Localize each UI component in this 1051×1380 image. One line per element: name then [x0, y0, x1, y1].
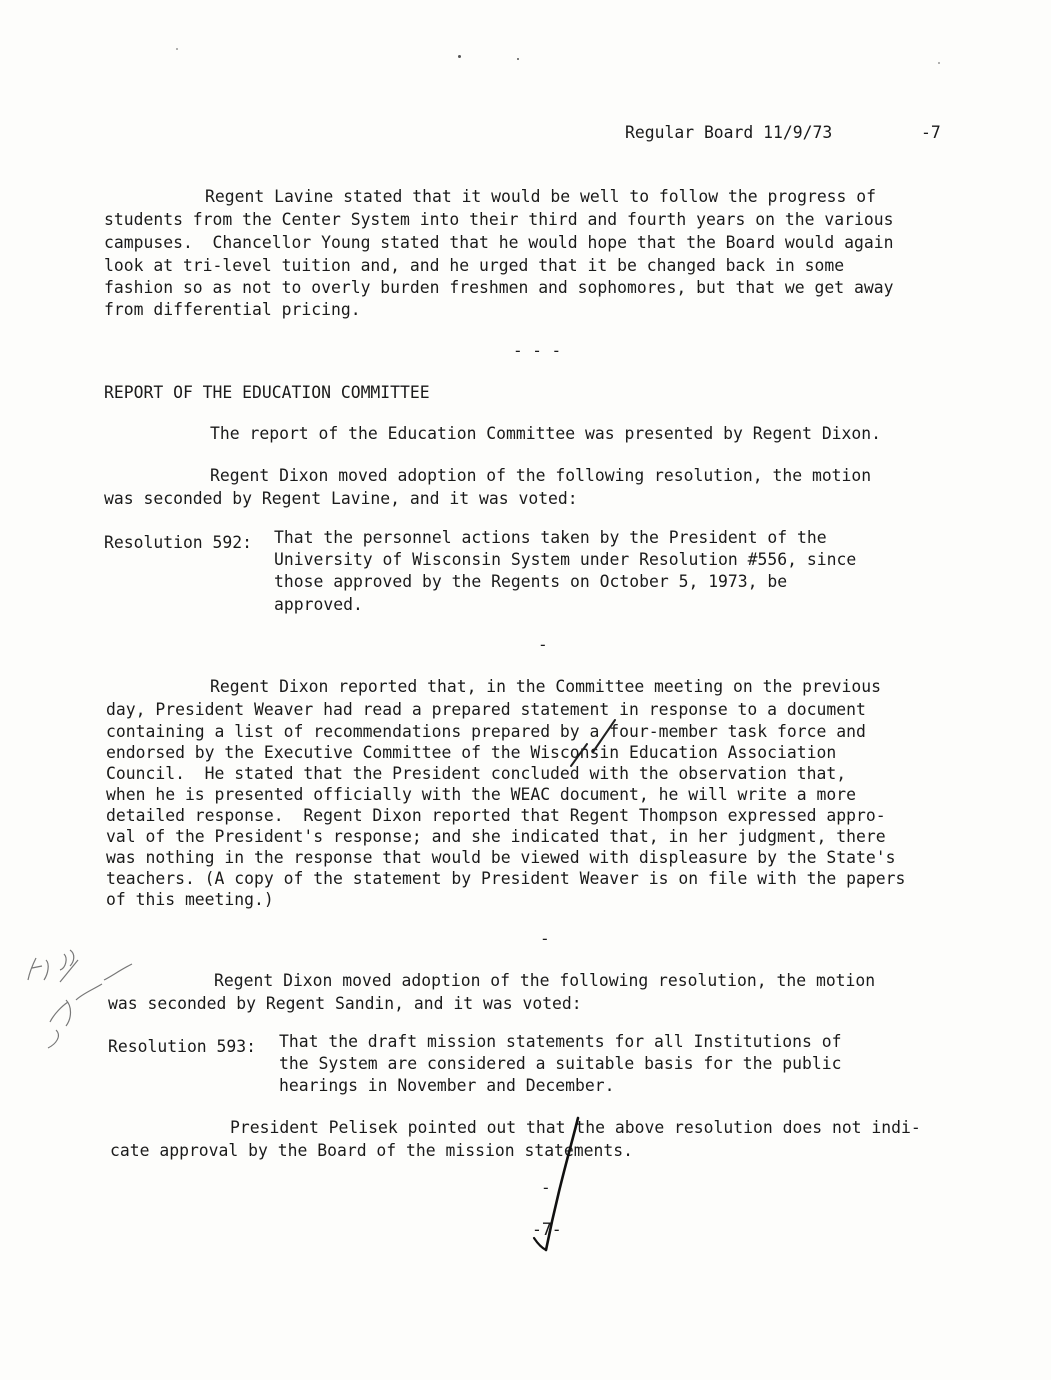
section-separator: - — [538, 635, 548, 654]
paragraph-line: cate approval by the Board of the mission statements. — [110, 1141, 634, 1160]
resolution-label: Resolution 593: — [108, 1037, 257, 1056]
scan-speck — [938, 62, 940, 64]
paragraph-line: Regent Dixon moved adoption of the following resolution, the motion — [210, 466, 872, 485]
section-heading: REPORT OF THE EDUCATION COMMITTEE — [104, 383, 430, 402]
scan-speck — [517, 58, 519, 60]
paragraph-line: The report of the Education Committee was presented by Regent Dixon. — [210, 424, 882, 443]
paragraph-line: look at tri-level tuition and, and he urged that it be changed back in some — [104, 256, 845, 275]
resolution-label: Resolution 592: — [104, 533, 253, 552]
resolution-line: That the draft mission statements for all Institutions of — [279, 1032, 842, 1051]
paragraph-line: endorsed by the Executive Committee of the Wisconsin Education Association — [106, 743, 837, 762]
section-separator: - - - — [513, 341, 562, 360]
resolution-line: University of Wisconsin System under Resolution #556, since — [274, 550, 857, 569]
resolution-line: hearings in November and December. — [279, 1076, 615, 1095]
paragraph-line: was seconded by Regent Sandin, and it was voted: — [108, 994, 582, 1013]
resolution-line: approved. — [274, 595, 363, 614]
paragraph-line: of this meeting.) — [106, 890, 274, 909]
paragraph-line: teachers. (A copy of the statement by President Weaver is on file with the papers — [106, 869, 906, 888]
ink-check-mark — [500, 1110, 590, 1260]
section-separator: - — [541, 1178, 551, 1197]
footer-page-number: -7- — [532, 1220, 562, 1239]
resolution-line: That the personnel actions taken by the President of the — [274, 528, 827, 547]
header-page-marker: -7 — [921, 123, 941, 142]
paragraph-line: Regent Dixon reported that, in the Committee meeting on the previous — [210, 677, 882, 696]
paragraph-line: day, President Weaver had read a prepared statement in response to a document — [106, 700, 866, 719]
paragraph-line: campuses. Chancellor Young stated that he would hope that the Board would again — [104, 233, 894, 252]
resolution-line: the System are considered a suitable basis for the public — [279, 1054, 842, 1073]
paragraph-line: Council. He stated that the President concluded with the observation that, — [106, 764, 847, 783]
paragraph-line: val of the President's response; and she indicated that, in her judgment, there — [106, 827, 886, 846]
paragraph-line: fashion so as not to overly burden freshmen and sophomores, but that we get away — [104, 278, 894, 297]
header-title: Regular Board 11/9/73 — [625, 123, 833, 142]
paragraph-line: detailed response. Regent Dixon reported that Regent Thompson expressed appro- — [106, 806, 886, 825]
resolution-line: those approved by the Regents on October 5, 1973, be — [274, 572, 788, 591]
paragraph-line: when he is presented officially with the WEAC document, he will write a more — [106, 785, 856, 804]
paragraph-line: was nothing in the response that would be viewed with displeasure by the State's — [106, 848, 896, 867]
handwritten-margin-note — [20, 940, 150, 1060]
paragraph-line: President Pelisek pointed out that the above resolution does not indi- — [230, 1118, 921, 1137]
paragraph-line: from differential pricing. — [104, 300, 361, 319]
section-separator: - — [540, 929, 550, 948]
paragraph-line: containing a list of recommendations prepared by a four-member task force and — [106, 722, 866, 741]
paragraph-line: Regent Lavine stated that it would be well to follow the progress of — [205, 187, 877, 206]
paragraph-line: Regent Dixon moved adoption of the following resolution, the motion — [214, 971, 876, 990]
scan-speck — [176, 48, 178, 50]
scan-speck — [458, 55, 461, 58]
paragraph-line: students from the Center System into their third and fourth years on the various — [104, 210, 894, 229]
paragraph-line: was seconded by Regent Lavine, and it was voted: — [104, 489, 578, 508]
ink-slash-mark — [565, 740, 595, 770]
